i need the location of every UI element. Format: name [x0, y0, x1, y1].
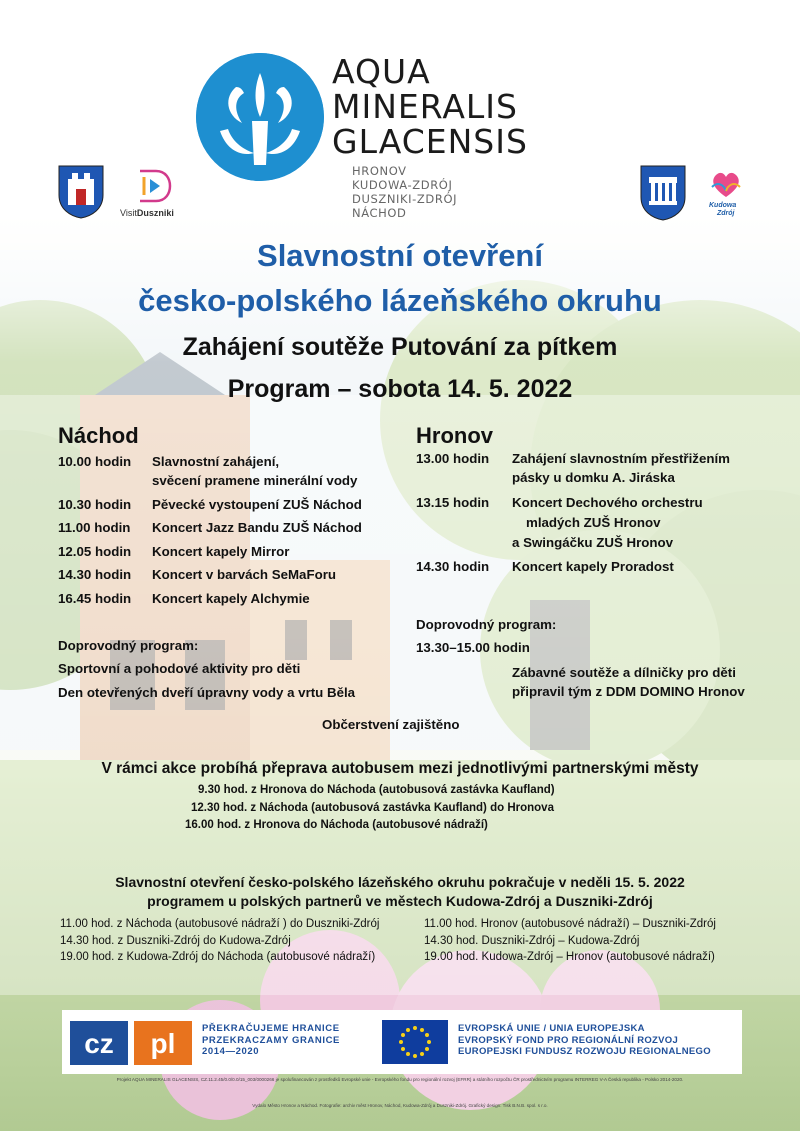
program-event: Slavnostní zahájení,: [152, 454, 280, 469]
program-event: mladých ZUŠ Hronov: [526, 515, 661, 530]
brand-name: [332, 54, 528, 159]
hronov-crest-icon: [640, 165, 686, 221]
program-row: [58, 519, 362, 537]
hronov-side-heading: Doprovodný program:: [416, 617, 557, 632]
visit-name: Duszniki: [136, 208, 174, 218]
program-row: [416, 558, 674, 576]
fountain-icon: [196, 53, 324, 181]
nachod-heading: Náchod: [58, 423, 139, 448]
program-time: 10.30 hodin: [58, 497, 132, 512]
kudowa-zdroj-icon: [706, 167, 746, 203]
sunday-route: 14.30 hod. z Duszniki-Zdrój do Kudowa-Zdrój: [60, 935, 291, 947]
program-time: 11.00 hodin: [58, 520, 131, 535]
aqua-mineralis-logo: [196, 53, 324, 181]
nachod-side-item: Sportovní a pohodové aktivity pro děti: [58, 661, 301, 676]
program-row: [58, 453, 279, 471]
continuation-line2: programem u polských partnerů ve městech Kudowa-Zdrój a Duszniki-Zdrój: [147, 893, 653, 909]
program-event: pásky u domku A. Jiráska: [512, 470, 675, 485]
sunday-route: 14.30 hod. Duszniki-Zdrój – Kudowa-Zdrój: [424, 935, 640, 947]
town-list: [352, 164, 457, 220]
eu-flag-icon: [382, 1020, 448, 1064]
program-event: Koncert kapely Alchymie: [152, 591, 310, 606]
eu-line: EVROPSKÝ FOND PRO REGIONÁLNÍ ROZVOJ: [458, 1034, 679, 1046]
program-event: Koncert Jazz Bandu ZUŠ Náchod: [152, 520, 362, 535]
program-row: [58, 590, 310, 608]
sunday-route: 11.00 hod. Hronov (autobusové nádraží) – Duszniki-Zdrój: [424, 918, 716, 930]
bus-line: 12.30 hod. z Náchoda (autobusová zastávka Kaufland) do Hronova: [191, 802, 554, 814]
hronov-side-time: 13.30–15.00 hodin: [416, 640, 530, 655]
visit-duszniki-icon: [136, 167, 174, 205]
kudowa-label-line: Zdrój: [717, 210, 735, 217]
czpl-logo-icon: [70, 1021, 192, 1065]
bus-line: 9.30 hod. z Hronova do Náchoda (autobusová zastávka Kaufland): [198, 784, 555, 796]
brand-line: GLACENSIS: [332, 122, 528, 161]
refreshments-note: Občerstvení zajištěno: [322, 717, 460, 732]
continuation-line1: Slavnostní otevření česko-polského lázeňského okruhu pokračuje v neděli 15. 5. 2022: [115, 874, 685, 890]
funding-note: Projekt AQUA MINERALIS GLACENSIS, CZ.11.2.45/0.0/0.0/15_003/0000266 je spolufinancován z prostředků Evropské unie - Evropského fondu pro regionální rozvoj (EFRR) a státního rozpočtu ČR prostřednictvím programu INTERREG V-A Česká republika - Polsko 2014-2020.: [116, 1077, 684, 1082]
czpl-line: PRZEKRACZAMY GRANICE: [202, 1034, 340, 1046]
visit-duszniki-label: [120, 208, 174, 218]
sunday-route: 19.00 hod. z Kudowa-Zdrój do Náchoda (autobusové nádraží): [60, 951, 376, 963]
page-title-line2: česko-polského lázeňského okruhu: [138, 283, 662, 318]
program-time: 10.00 hodin: [58, 454, 132, 469]
program-event: a Swingáčku ZUŠ Hronov: [512, 535, 674, 550]
program-date: Program – sobota 14. 5. 2022: [227, 375, 573, 403]
svg-text:cz: cz: [84, 1028, 114, 1059]
czpl-program-text: [202, 1023, 340, 1058]
eu-fund-text: [458, 1023, 711, 1058]
eu-line: EVROPSKÁ UNIE / UNIA EUROPEJSKA: [458, 1023, 645, 1034]
svg-text:pl: pl: [150, 1028, 176, 1059]
program-row: [58, 496, 362, 514]
subtitle: Zahájení soutěže Putování za pítkem: [182, 333, 618, 361]
program-row: [416, 514, 660, 532]
brand-line: AQUA: [332, 52, 431, 91]
program-time: 12.05 hodin: [58, 544, 132, 559]
program-row: [58, 543, 289, 561]
nachod-side-item: Den otevřených dveří úpravny vody a vrtu Běla: [58, 685, 356, 700]
hronov-heading: Hronov: [416, 423, 493, 448]
program-time: 14.30 hodin: [58, 567, 132, 582]
town-name: KUDOWA-ZDRÓJ: [352, 178, 453, 192]
program-row: [58, 566, 336, 584]
czpl-line: PŘEKRAČUJEME HRANICE: [202, 1023, 340, 1034]
program-event: Koncert Dechového orchestru: [512, 495, 703, 510]
program-row: [416, 469, 675, 487]
czpl-line: 2014—2020: [202, 1046, 260, 1057]
town-name: HRONOV: [352, 164, 407, 178]
program-row: [416, 534, 673, 552]
bus-line: 16.00 hod. z Hronova do Náchoda (autobusové nádraží): [185, 819, 488, 831]
town-name: DUSZNIKI-ZDRÓJ: [352, 192, 458, 206]
kudowa-label: [709, 202, 736, 218]
nachod-side-heading: Doprovodný program:: [58, 638, 199, 653]
program-time: 13.00 hodin: [416, 451, 490, 466]
bus-heading: V rámci akce probíhá přeprava autobusem mezi jednotlivými partnerskými městy: [101, 760, 699, 777]
program-event: Koncert kapely Mirror: [152, 544, 290, 559]
program-row: [416, 494, 703, 512]
sunday-route: 19.00 hod. Kudowa-Zdrój – Hronov (autobusové nádraží): [424, 951, 715, 963]
program-event: Koncert v barvách SeMaForu: [152, 567, 336, 582]
hronov-side-item: Zábavné soutěže a dílničky pro děti: [512, 665, 736, 680]
brand-line: MINERALIS: [332, 87, 518, 126]
nachod-crest-icon: [58, 165, 104, 219]
program-row: [58, 472, 357, 490]
program-event: Zahájení slavnostním přestřižením: [512, 451, 730, 466]
town-name: NÁCHOD: [352, 206, 407, 220]
program-event: Pěvecké vystoupení ZUŠ Náchod: [152, 497, 362, 512]
hronov-side-item: připravil tým z DDM DOMINO Hronov: [512, 684, 745, 699]
page-title-line1: Slavnostní otevření: [257, 238, 543, 273]
sunday-route: 11.00 hod. z Náchoda (autobusové nádraží ) do Duszniki-Zdrój: [60, 918, 380, 930]
program-row: [416, 450, 730, 468]
program-time: 16.45 hodin: [58, 591, 132, 606]
program-event: svěcení pramene minerální vody: [152, 473, 358, 488]
kudowa-label-line: Kudowa: [709, 202, 737, 209]
program-time: 14.30 hodin: [416, 559, 490, 574]
program-time: 13.15 hodin: [416, 495, 490, 510]
eu-line: EUROPEJSKI FUNDUSZ ROZWOJU REGIONALNEGO: [458, 1046, 711, 1057]
program-event: Koncert kapely Proradost: [512, 559, 674, 574]
publisher-note: Vydalo Město Hronov a Náchod. Fotografie: archiv měst Hronov, Náchod, Kudowa-Zdrój a Duszniki-Zdrój. Grafický design: Tisk B.N.B. spol. s r.o.: [252, 1103, 548, 1108]
visit-prefix: Visit: [120, 208, 137, 218]
